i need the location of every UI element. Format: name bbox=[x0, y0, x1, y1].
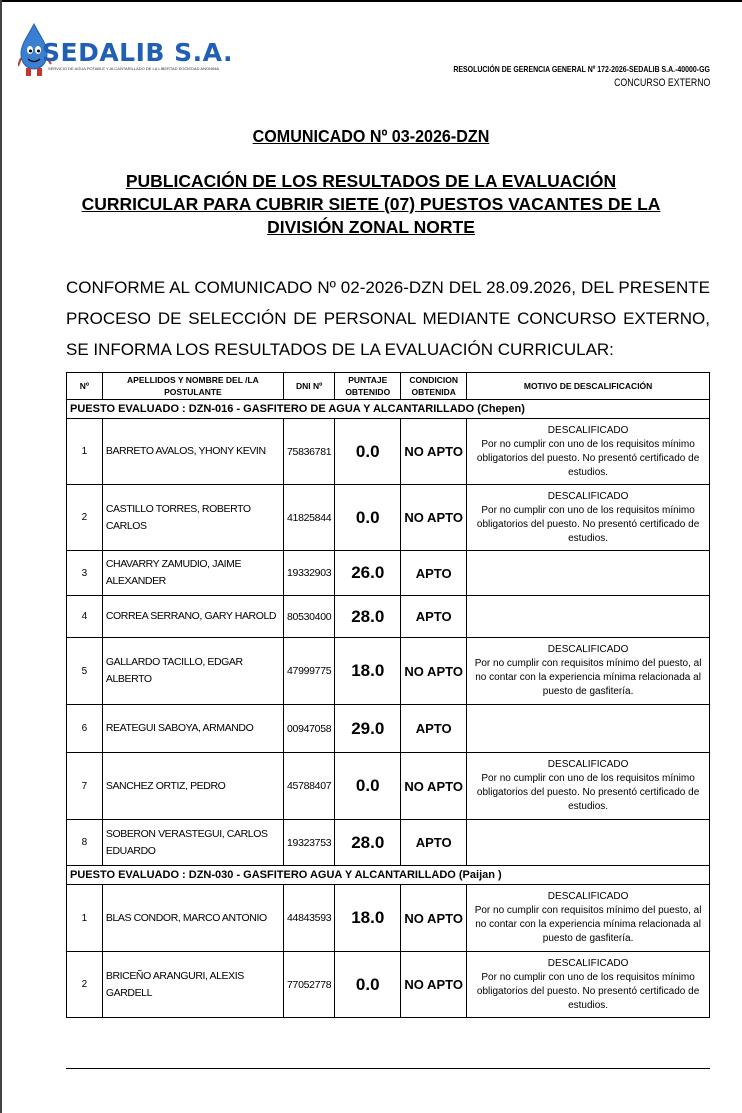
applicant-score: 0.0 bbox=[335, 485, 401, 551]
disqualification-reason bbox=[467, 419, 710, 485]
table-row bbox=[67, 638, 710, 705]
table-row bbox=[67, 820, 710, 866]
applicant-condition: NO APTO bbox=[401, 485, 467, 551]
footer-rule bbox=[66, 1068, 710, 1069]
applicant-score: 0.0 bbox=[335, 952, 401, 1018]
section-title: PUESTO EVALUADO : DZN-030 - GASFITERO AGUA Y ALCANTARILLADO (Paijan ) bbox=[67, 866, 710, 885]
resolution-reference: RESOLUCIÓN DE GERENCIA GENERAL Nº 172-2026-SEDALIB S.A.-40000-GG bbox=[453, 64, 710, 74]
applicant-dni: 19323753 bbox=[283, 820, 334, 866]
logo-wordmark: SEDALIB S.A. bbox=[42, 38, 233, 67]
applicant-name: CORREA SERRANO, GARY HAROLD bbox=[102, 596, 283, 638]
disqualification-status: DESCALIFICADO bbox=[547, 759, 629, 770]
disqualification-reason bbox=[467, 952, 710, 1018]
applicant-score: 28.0 bbox=[335, 596, 401, 638]
applicant-condition: NO APTO bbox=[401, 753, 467, 820]
table-header-row bbox=[67, 373, 710, 400]
applicant-condition: NO APTO bbox=[401, 885, 467, 952]
row-number: 2 bbox=[67, 952, 103, 1018]
applicant-dni: 75836781 bbox=[283, 419, 334, 485]
applicant-condition: NO APTO bbox=[401, 952, 467, 1018]
row-number: 4 bbox=[67, 596, 103, 638]
applicant-score: 29.0 bbox=[335, 705, 401, 753]
applicant-score: 28.0 bbox=[335, 820, 401, 866]
table-row bbox=[67, 885, 710, 952]
applicant-name: REATEGUI SABOYA, ARMANDO bbox=[102, 705, 283, 753]
logo-subtitle: SERVICIO DE AGUA POTABLE Y ALCANTARILLADO DE LA LIBERTAD SOCIEDAD ANONIMA bbox=[48, 66, 220, 71]
applicant-score: 0.0 bbox=[335, 753, 401, 820]
row-number: 8 bbox=[67, 820, 103, 866]
contest-type: CONCURSO EXTERNO bbox=[613, 77, 710, 89]
applicant-name: SANCHEZ ORTIZ, PEDRO bbox=[102, 753, 283, 820]
row-number: 7 bbox=[67, 753, 103, 820]
disqualification-reason bbox=[467, 638, 710, 705]
table-row bbox=[67, 705, 710, 753]
table-row bbox=[67, 485, 710, 551]
disqualification-text: Por no cumplir con uno de los requisitos mínimo obligatorios del puesto. No presentó certificado de estudios. bbox=[476, 504, 700, 544]
results-table bbox=[66, 372, 710, 1018]
section-title: PUESTO EVALUADO : DZN-016 - GASFITERO DE AGUA Y ALCANTARILLADO (Chepen) bbox=[67, 400, 710, 419]
applicant-score: 18.0 bbox=[335, 638, 401, 705]
document-subtitle: PUBLICACIÓN DE LOS RESULTADOS DE LA EVALUACIÓN CURRICULAR PARA CUBRIR SIETE (07) PUESTOS VACANTES DE LA DIVISIÓN ZONAL NORTE bbox=[81, 171, 661, 237]
table-row bbox=[67, 952, 710, 1018]
applicant-condition: NO APTO bbox=[401, 638, 467, 705]
disqualification-reason bbox=[467, 485, 710, 551]
table-row bbox=[67, 753, 710, 820]
applicant-condition: APTO bbox=[401, 820, 467, 866]
header-dni: DNI Nº bbox=[283, 373, 334, 400]
disqualification-text: Por no cumplir con requisitos mínimo del puesto, al no contar con la experiencia mínima relacionada al puesto de gasfitería. bbox=[474, 905, 702, 944]
disqualification-status: DESCALIFICADO bbox=[547, 957, 629, 969]
disqualification-reason bbox=[467, 820, 710, 866]
row-number: 5 bbox=[67, 638, 103, 705]
intro-paragraph: CONFORME AL COMUNICADO Nº 02-2026-DZN DEL 28.09.2026, DEL PRESENTE PROCESO DE SELECCIÓN DE PERSONAL MEDIANTE CONCURSO EXTERNO, SE INFORMA LOS RESULTADOS DE LA EVALUACIÓN CURRICULAR: bbox=[66, 278, 710, 359]
table-row bbox=[67, 596, 710, 638]
disqualification-status: DESCALIFICADO bbox=[547, 891, 629, 902]
section-header-row bbox=[67, 400, 710, 419]
applicant-name: BARRETO AVALOS, YHONY KEVIN bbox=[102, 419, 283, 485]
header-name: APELLIDOS Y NOMBRE DEL /LA POSTULANTE bbox=[102, 373, 283, 400]
disqualification-text: Por no cumplir con requisitos mínimo del puesto, al no contar con la experiencia mínima relacionada al puesto de gasfitería. bbox=[474, 658, 702, 697]
disqualification-text: Por no cumplir con uno de los requisitos mínimo obligatorios del puesto. No presentó certificado de estudios. bbox=[476, 438, 700, 478]
applicant-condition: APTO bbox=[401, 705, 467, 753]
table-row bbox=[67, 551, 710, 596]
row-number: 1 bbox=[67, 885, 103, 952]
applicant-score: 26.0 bbox=[335, 551, 401, 596]
disqualification-status: DESCALIFICADO bbox=[547, 490, 629, 502]
disqualification-reason bbox=[467, 753, 710, 820]
header-condition: CONDICION OBTENIDA bbox=[401, 373, 467, 400]
applicant-dni: 44843593 bbox=[283, 885, 334, 952]
applicant-dni: 77052778 bbox=[283, 952, 334, 1018]
page-top-border bbox=[0, 0, 742, 2]
row-number: 1 bbox=[67, 419, 103, 485]
document-title: COMUNICADO Nº 03-2026-DZN bbox=[252, 126, 490, 146]
disqualification-reason bbox=[467, 705, 710, 753]
applicant-condition: NO APTO bbox=[401, 419, 467, 485]
row-number: 6 bbox=[67, 705, 103, 753]
applicant-dni: 45788407 bbox=[283, 753, 334, 820]
table-row bbox=[67, 419, 710, 485]
applicant-name: BRICEÑO ARANGURI, ALEXIS GARDELL bbox=[102, 952, 283, 1018]
disqualification-status: DESCALIFICADO bbox=[547, 644, 629, 655]
applicant-dni: 00947058 bbox=[283, 705, 334, 753]
applicant-name: BLAS CONDOR, MARCO ANTONIO bbox=[102, 885, 283, 952]
applicant-score: 0.0 bbox=[335, 419, 401, 485]
header-num: Nº bbox=[67, 373, 103, 400]
disqualification-status: DESCALIFICADO bbox=[547, 424, 629, 436]
applicant-name: CASTILLO TORRES, ROBERTO CARLOS bbox=[102, 485, 283, 551]
disqualification-reason bbox=[467, 596, 710, 638]
applicant-dni: 80530400 bbox=[283, 596, 334, 638]
disqualification-reason bbox=[467, 551, 710, 596]
applicant-dni: 47999775 bbox=[283, 638, 334, 705]
applicant-score: 18.0 bbox=[335, 885, 401, 952]
applicant-dni: 19332903 bbox=[283, 551, 334, 596]
disqualification-text: Por no cumplir con uno de los requisitos mínimo obligatorios del puesto. No presentó certificado de estudios. bbox=[476, 773, 700, 812]
applicant-condition: APTO bbox=[401, 596, 467, 638]
header-score: PUNTAJE OBTENIDO bbox=[335, 373, 401, 400]
row-number: 3 bbox=[67, 551, 103, 596]
disqualification-text: Por no cumplir con uno de los requisitos mínimo obligatorios del puesto. No presentó certificado de estudios. bbox=[476, 971, 700, 1011]
header-reason: MOTIVO DE DESCALIFICACIÓN bbox=[467, 373, 710, 400]
applicant-name: SOBERON VERASTEGUI, CARLOS EDUARDO bbox=[102, 820, 283, 866]
applicant-name: GALLARDO TACILLO, EDGAR ALBERTO bbox=[102, 638, 283, 705]
disqualification-reason bbox=[467, 885, 710, 952]
applicant-condition: APTO bbox=[401, 551, 467, 596]
row-number: 2 bbox=[67, 485, 103, 551]
applicant-name: CHAVARRY ZAMUDIO, JAIME ALEXANDER bbox=[102, 551, 283, 596]
section-header-row bbox=[67, 866, 710, 885]
applicant-dni: 41825844 bbox=[283, 485, 334, 551]
page-left-border bbox=[0, 0, 2, 1113]
